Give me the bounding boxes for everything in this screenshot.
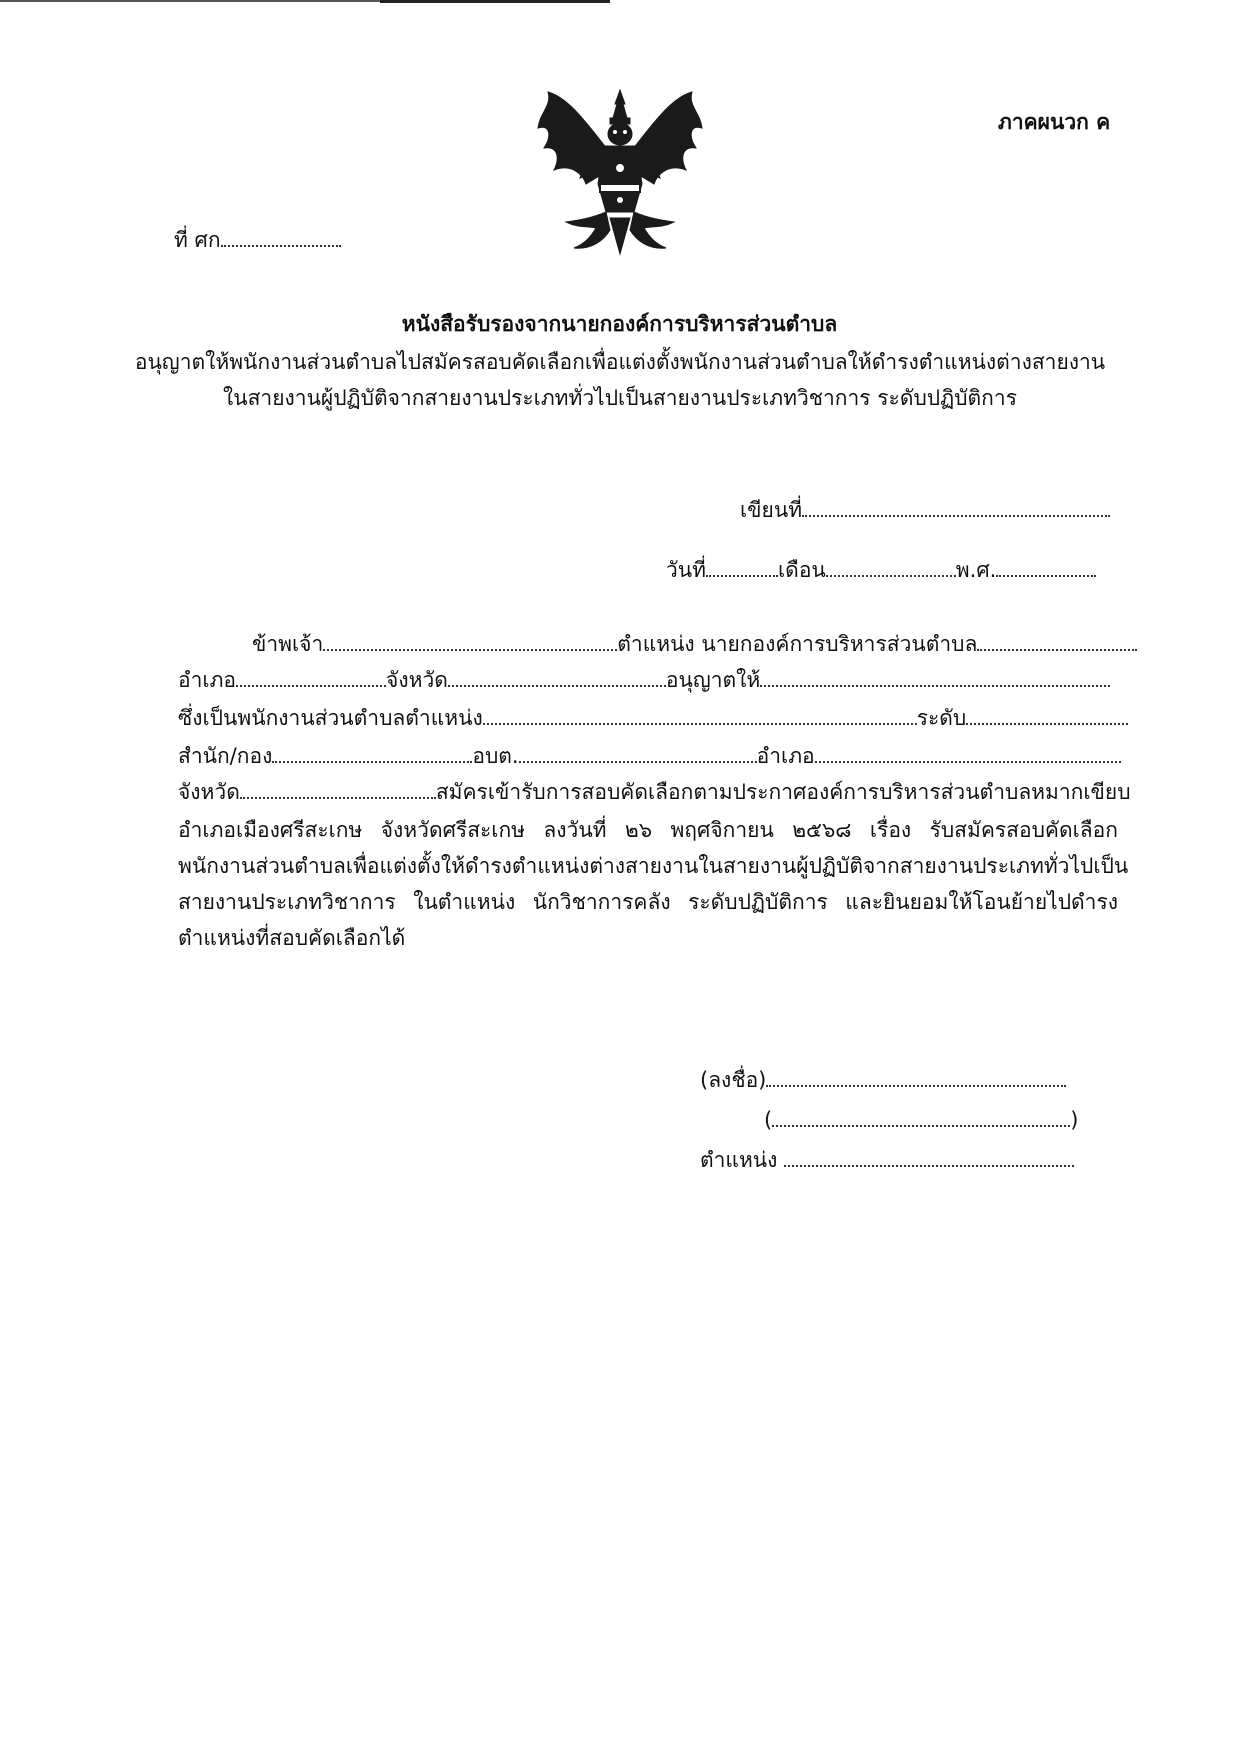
district2-label: อำเภอ (756, 744, 815, 768)
form-line-4 (178, 742, 1121, 770)
applicant-name-label: ข้าพเจ้า (252, 632, 324, 656)
document-subtitle-line2: ในสายงานผู้ปฏิบัติจากสายงานประเภททั่วไปเป็นสายงานประเภทวิชาการ ระดับปฏิบัติการ (223, 386, 1017, 410)
district-label: อำเภอ (178, 668, 237, 692)
sao-label: อบต. (472, 744, 519, 768)
reference-label: ที่ ศก (174, 228, 221, 252)
signer-position-label: ตำแหน่ง (700, 1148, 778, 1172)
scan-edge-line-dark (380, 0, 610, 3)
written-at-label: เขียนที่ (740, 498, 803, 522)
province2-label: จังหวัด (178, 780, 240, 804)
sao-blank (519, 743, 757, 763)
date-month-blank (826, 557, 956, 577)
signature-position-line (700, 1146, 1074, 1174)
date-line (666, 556, 1096, 584)
form-line-3 (178, 704, 1128, 732)
written-at-line (740, 496, 1110, 524)
open-paren: ( (764, 1108, 773, 1132)
form-line-2 (178, 666, 1110, 694)
level-blank (966, 705, 1128, 725)
form-line-1 (252, 630, 1137, 658)
signature-name-line (764, 1106, 1078, 1134)
date-month-label: เดือน (778, 558, 826, 582)
body-line: สายงานประเภทวิชาการ ในตำแหน่ง นักวิชาการคลัง ระดับปฏิบัติการ และยินยอมให้โอนย้ายไปดำรง (178, 890, 1118, 914)
province-blank (448, 667, 666, 687)
mayor-position-label: ตำแหน่ง นายกองค์การบริหารส่วนตำบล (617, 632, 978, 656)
body-line: ตำแหน่งที่สอบคัดเลือกได้ (178, 926, 406, 950)
form-line-5 (178, 778, 1131, 806)
employee-position-label: ซึ่งเป็นพนักงานส่วนตำบลตำแหน่ง (178, 706, 483, 730)
document-subtitle-line1: อนุญาตให้พนักงานส่วนตำบลไปสมัครสอบคัดเลือกเพื่อแต่งตั้งพนักงานส่วนตำบลให้ดำรงตำแหน่งต่างสายงาน (134, 350, 1106, 374)
sign-label: (ลงชื่อ) (700, 1068, 767, 1092)
date-day-label: วันที่ (666, 558, 706, 582)
apply-statement: สมัครเข้ารับการสอบคัดเลือกตามประกาศองค์การบริหารส่วนตำบลหมากเขียบ (435, 780, 1131, 804)
district-blank (236, 667, 386, 687)
district2-blank (815, 743, 1121, 763)
signature-line (700, 1066, 1066, 1094)
province-label: จังหวัด (386, 668, 448, 692)
applicant-name-blank (323, 631, 617, 651)
reference-number-line (174, 226, 341, 254)
body-paragraph (178, 812, 1129, 956)
province2-blank (240, 779, 436, 799)
permit-label: อนุญาตให้ (665, 668, 761, 692)
reference-blank (221, 227, 341, 247)
date-day-blank (706, 557, 778, 577)
signature-blank (766, 1067, 1066, 1087)
level-label: ระดับ (916, 706, 967, 730)
appendix-label: ภาคผนวก ค (998, 110, 1111, 134)
employee-position-blank (483, 705, 917, 725)
permit-name-blank (760, 667, 1110, 687)
date-year-label: พ.ศ. (955, 558, 997, 582)
mayor-org-blank (977, 631, 1137, 651)
document-title: หนังสือรับรองจากนายกองค์การบริหารส่วนตำบล (401, 312, 838, 336)
garuda-emblem-icon (530, 88, 710, 256)
division-label: สำนัก/กอง (178, 744, 273, 768)
signature-name-blank (772, 1107, 1070, 1127)
close-paren: ) (1070, 1108, 1079, 1132)
signer-position-blank (784, 1147, 1074, 1167)
body-line: พนักงานส่วนตำบลเพื่อแต่งตั้งให้ดำรงตำแหน่งต่างสายงานในสายงานผู้ปฏิบัติจากสายงานประเภททั่วไปเป็น (178, 854, 1129, 878)
date-year-blank (996, 557, 1096, 577)
body-line: อำเภอเมืองศรีสะเกษ จังหวัดศรีสะเกษ ลงวันที่ ๒๖ พฤศจิกายน ๒๕๖๘ เรื่อง รับสมัครสอบคัดเลือก (178, 818, 1118, 842)
written-at-blank (802, 497, 1110, 517)
division-blank (272, 743, 472, 763)
